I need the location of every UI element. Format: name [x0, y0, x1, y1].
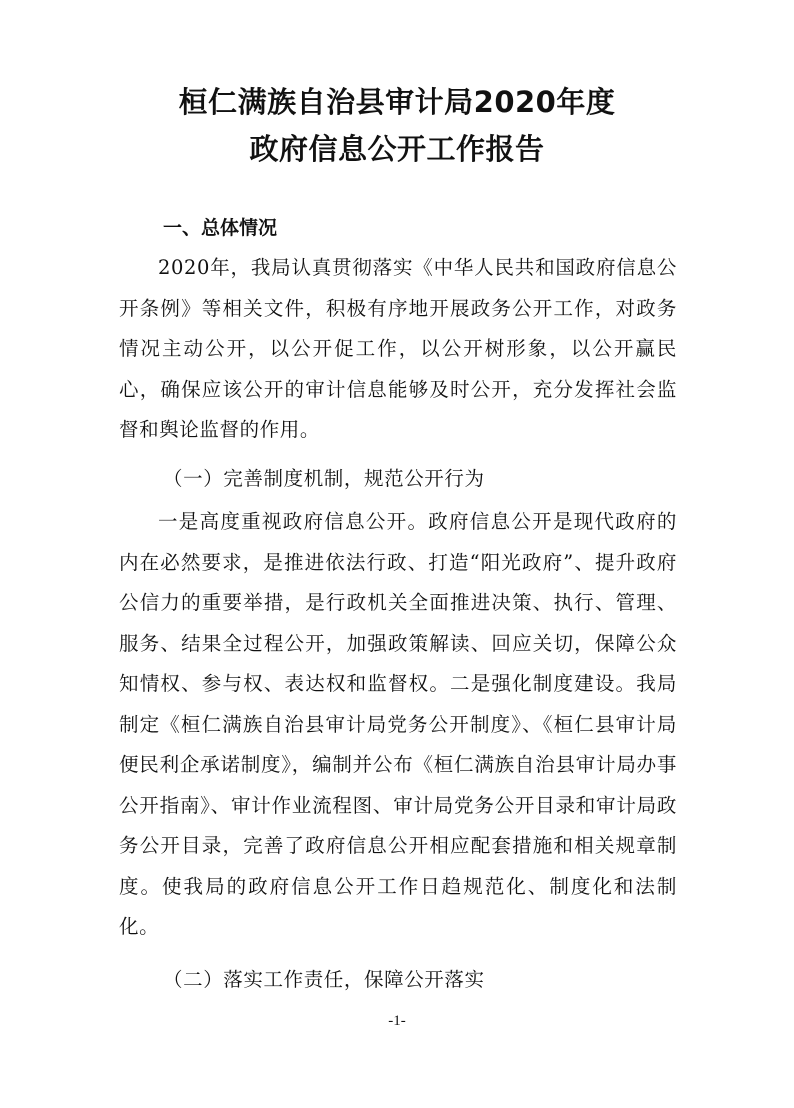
document-title-line-1: 桓仁满族自治县审计局2020年度	[178, 85, 616, 119]
paragraph-overview: 2020年，我局认真贯彻落实《中华人民共和国政府信息公开条例》等相关文件，积极有序地开展政务公开工作，对政务情况主动公开，以公开促工作，以公开树形象，以公开赢民心，确保应该公开的审计信息能够及时公开，充分发挥社会监督和舆论监督的作用。	[119, 256, 677, 441]
page-number: -1-	[388, 1013, 406, 1029]
subsection-heading-1: （一）完善制度机制，规范公开行为	[163, 467, 485, 490]
section-heading-overview: 一、总体情况	[163, 217, 278, 239]
paragraph-system-mechanism: 一是高度重视政府信息公开。政府信息公开是现代政府的内在必然要求，是推进依法行政、打造“阳光政府”、提升政府公信力的重要举措，是行政机关全面推进决策、执行、管理、服务、结果全过程公开，加强政策解读、回应关切，保障公众知情权、参与权、表达权和监督权。二是强化制度建设。我局制定《桓仁满族自治县审计局党务公开制度》、《桓仁县审计局便民利企承诺制度》，编制并公布《桓仁满族自治县审计局办事公开指南》、审计作业流程图、审计局党务公开目录和审计局政务公开目录，完善了政府信息公开相应配套措施和相关规章制度。使我局的政府信息公开工作日趋规范化、制度化和法制化。	[119, 510, 677, 938]
subsection-heading-2: （二）落实工作责任，保障公开落实	[163, 968, 485, 991]
document-title-line-2: 政府信息公开工作报告	[249, 132, 545, 166]
